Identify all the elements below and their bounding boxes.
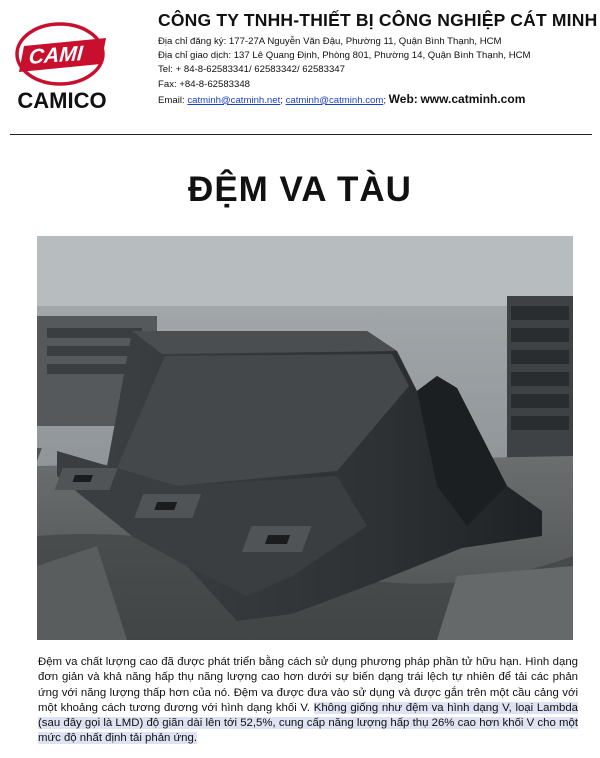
description-part-2-highlighted: Không giống như đệm va hình dạng V, loại Lambda (sau đây gọi là LMD) độ giãn dài lên tới 52,5%, cung cấp năng lượng hấp thụ 26% cao hơn khối V cho một mức độ nhất định tải phản ứng. xyxy=(38,701,578,745)
logo-badge-text: CAMI xyxy=(28,42,84,69)
letterhead xyxy=(0,0,600,132)
company-name: CÔNG TY TNHH-THIẾT BỊ CÔNG NGHIỆP CÁT MINH xyxy=(158,10,598,30)
phone-numbers: Tel: + 84-8-62583341/ 62583342/ 62583347 xyxy=(158,64,345,76)
header-divider xyxy=(10,134,592,135)
contact-line: Email: catminh@catminh.net; catminh@catminh.com; Web: www.catminh.com xyxy=(158,91,526,106)
camico-logo xyxy=(8,12,120,118)
registered-address: Địa chỉ đăng ký: 177-27A Nguyễn Văn Đậu, Phường 11, Quận Bình Thạnh, HCM xyxy=(158,36,502,47)
web-label: Web: xyxy=(388,91,418,106)
email-link-com[interactable]: catminh@catminh.com xyxy=(285,94,384,106)
description-part-1: Đệm va chất lượng cao đã được phát triển bằng cách sử dụng phương pháp phần tử hữu hạn. Hình dạng đơn giản và khả năng hấp thụ năng lượng cao hơn dưới sự biến dạng trái lệch tự nhiên để tải các phản ứng với năng lượng thấp hơn của nó. Đệm va được đưa vào sử dụng và được gắn trên một cầu cảng với một khoảng cách tương đương với hình dạng khối V. xyxy=(38,656,578,714)
website-link[interactable]: www.catminh.com xyxy=(420,91,526,106)
trading-address: Địa chỉ giao dịch: 137 Lê Quang Định, Phòng 801, Phường 14, Quận Bình Thạnh, HCM xyxy=(158,50,531,62)
email-label: Email: xyxy=(158,94,185,106)
fax-number: Fax: +84-8-62583348 xyxy=(158,78,251,90)
fender-photo xyxy=(37,236,573,640)
email-separator: ; xyxy=(280,94,283,106)
logo-wordmark: CAMICO xyxy=(17,88,107,113)
company-info xyxy=(158,10,598,108)
description-paragraph xyxy=(38,655,578,747)
page-title: ĐỆM VA TÀU xyxy=(188,170,412,209)
email-link-net[interactable]: catminh@catminh.net xyxy=(187,94,281,106)
